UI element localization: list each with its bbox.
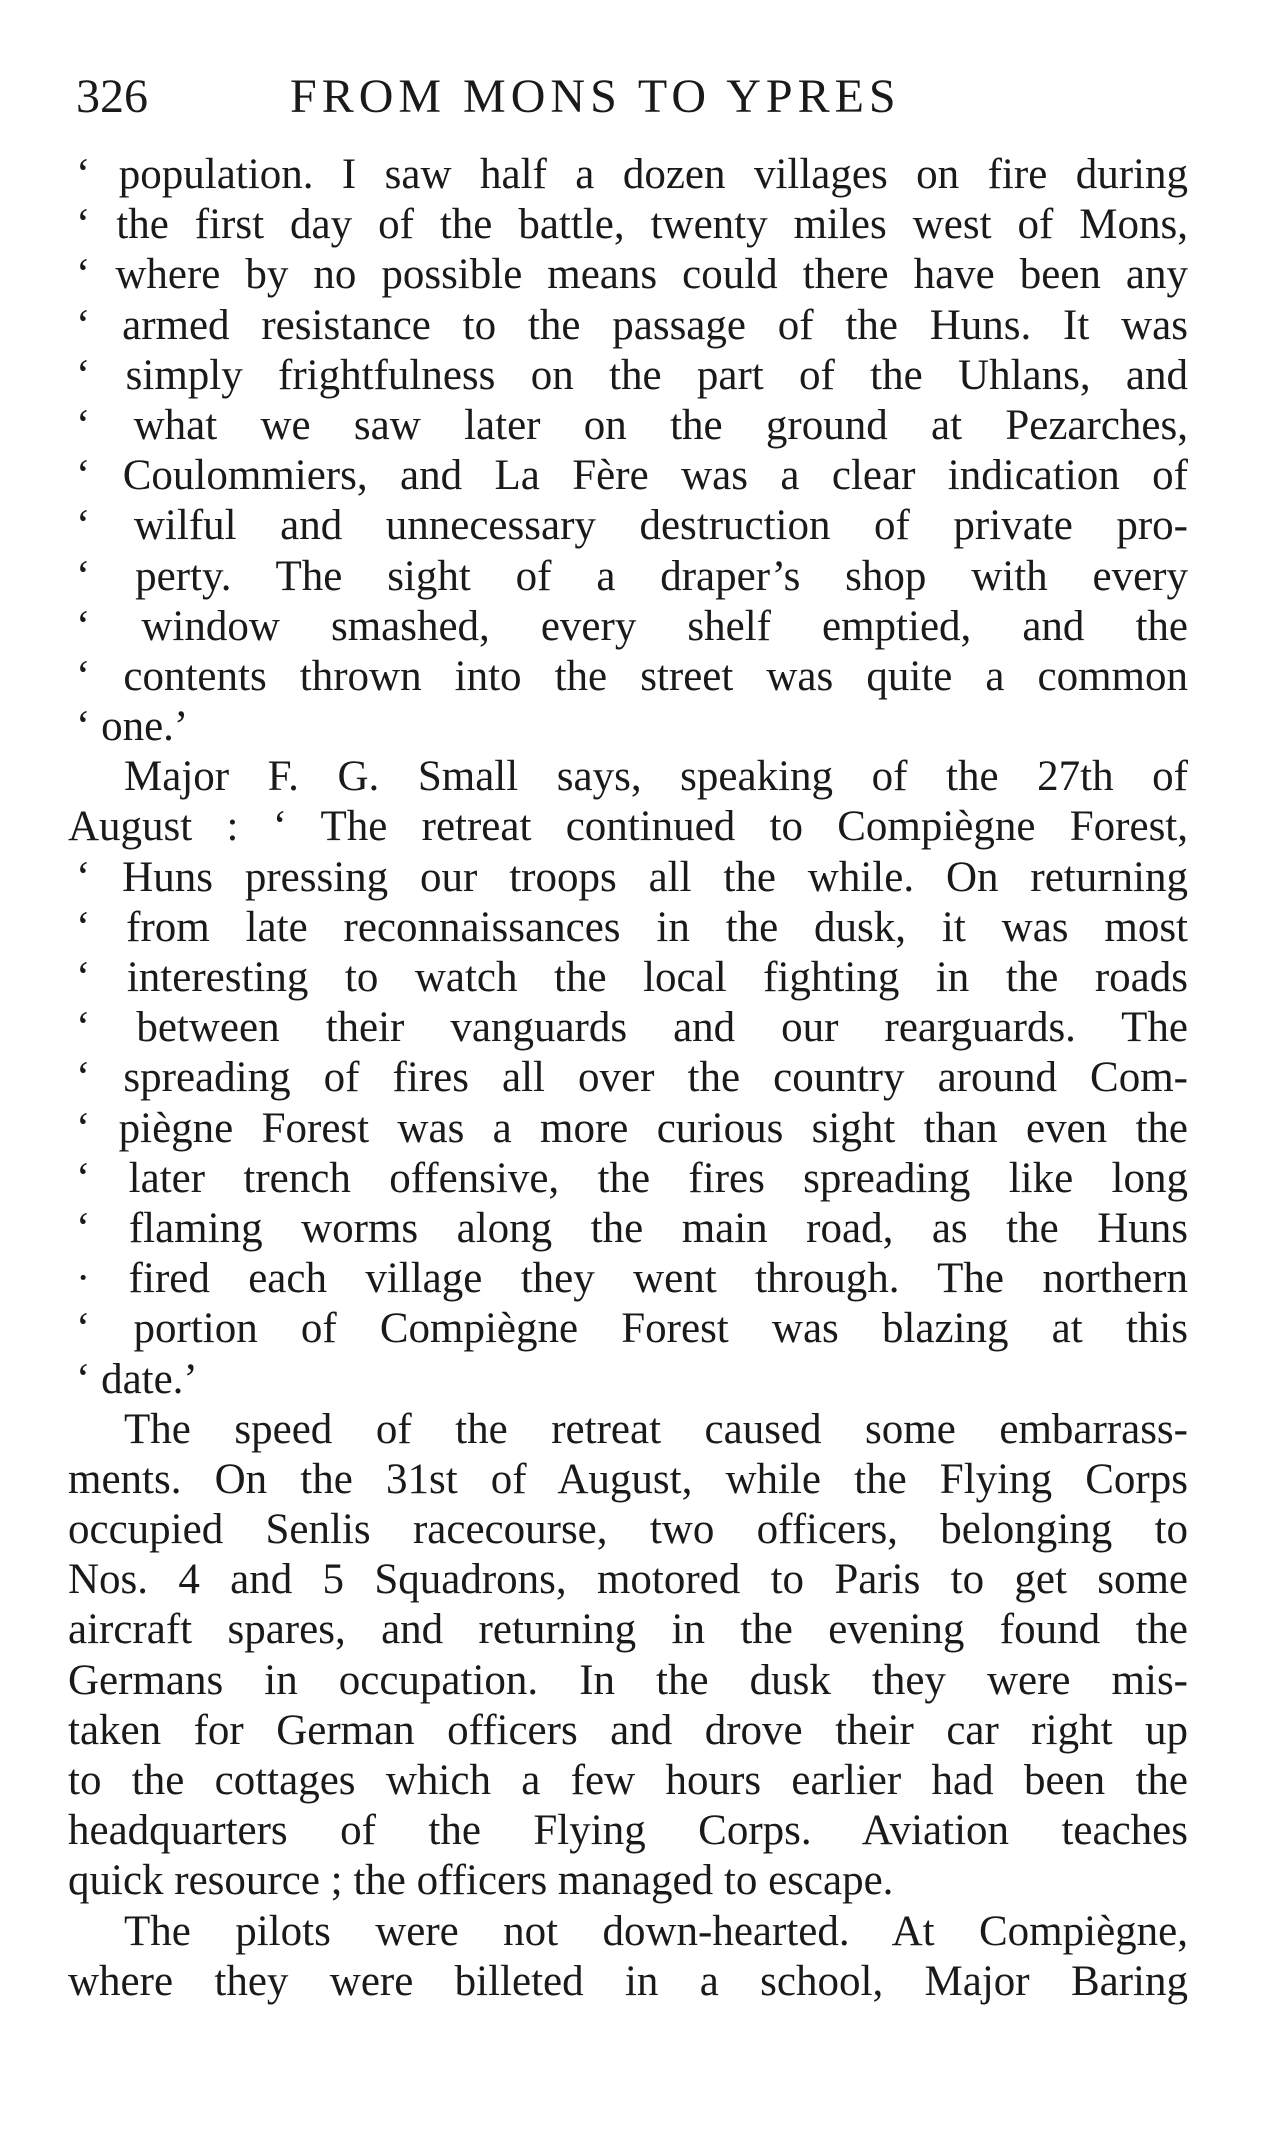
text-line: ‘ where by no possible means could there have been any [76,251,1188,299]
text-line: The pilots were not down-hearted. At Compiègne, [124,1907,1188,1955]
text-line: Nos. 4 and 5 Squadrons, motored to Paris to get some [68,1556,1188,1604]
text-line: ments. On the 31st of August, while the Flying Corps [68,1455,1188,1503]
text-line: ‘ date.’ [76,1355,198,1403]
text-line: ‘ perty. The sight of a draper’s shop with every [76,552,1188,600]
text-line: ‘ contents thrown into the street was quite a common [76,652,1188,700]
text-line: The speed of the retreat caused some embarrass- [124,1405,1188,1453]
text-line: headquarters of the Flying Corps. Aviation teaches [68,1807,1188,1855]
text-line: ‘ Huns pressing our troops all the while. On returning [76,853,1188,901]
text-line: occupied Senlis racecourse, two officers, belonging to [68,1506,1188,1554]
text-line: aircraft spares, and returning in the evening found the [68,1606,1188,1654]
running-head [76,62,1186,132]
text-line: quick resource ; the officers managed to escape. [68,1857,894,1905]
text-line: to the cottages which a few hours earlier had been the [68,1757,1188,1804]
text-line: ‘ interesting to watch the local fighting in the roads [76,954,1188,1001]
page-number: 326 [76,70,148,123]
text-line: ‘ Coulommiers, and La Fère was a clear indication of [76,452,1188,500]
text-line: ‘ later trench offensive, the fires spreading like long [76,1154,1188,1202]
text-line: ‘ what we saw later on the ground at Pezarches, [76,401,1188,449]
text-line: ‘ armed resistance to the passage of the Huns. It was [76,301,1188,349]
text-line: taken for German officers and drove their car right up [68,1706,1188,1754]
text-line: ‘ between their vanguards and our rearguards. The [76,1004,1188,1052]
text-line: Germans in occupation. In the dusk they were mis- [68,1656,1188,1704]
text-line: ‘ flaming worms along the main road, as the Huns [76,1204,1188,1252]
text-line: August : ‘ The retreat continued to Compiègne Forest, [68,803,1188,851]
text-line: ‘ the first day of the battle, twenty miles west of Mons, [76,201,1188,249]
text-line: ‘ from late reconnaissances in the dusk, it was most [76,903,1188,951]
text-line: ‘ wilful and unnecessary destruction of private pro- [76,502,1188,550]
text-line: ‘ window smashed, every shelf emptied, and the [76,602,1188,650]
text-line: where they were billeted in a school, Major Baring [68,1957,1188,2005]
running-title: FROM MONS TO YPRES [290,70,901,123]
text-line: ‘ population. I saw half a dozen villages on fire during [76,151,1188,198]
text-line: ‘ one.’ [76,703,189,751]
text-line: ‘ portion of Compiègne Forest was blazing at this [76,1305,1188,1353]
text-line: ‘ piègne Forest was a more curious sight than even the [76,1104,1188,1152]
text-line: Major F. G. Small says, speaking of the 27th of [124,753,1188,801]
text-line: · fired each village they went through. The northern [76,1255,1188,1303]
text-line: ‘ spreading of fires all over the country around Com- [76,1054,1188,1102]
body-text [68,150,1188,2007]
text-line: ‘ simply frightfulness on the part of the Uhlans, and [76,351,1188,399]
